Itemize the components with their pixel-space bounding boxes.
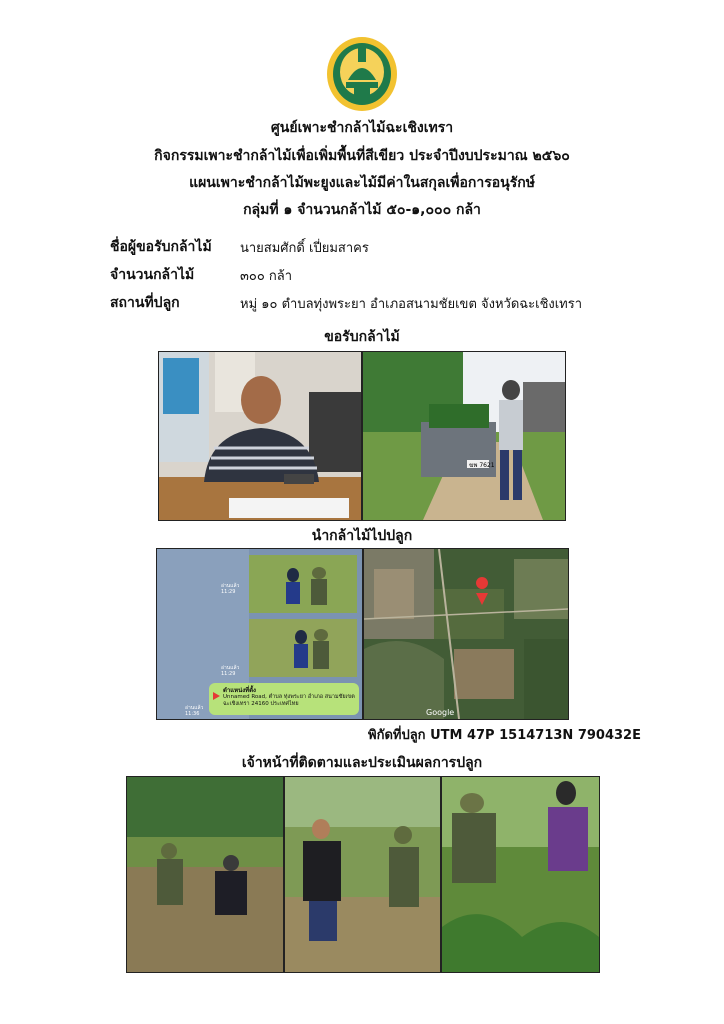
place-label: สถานที่ปลูก: [110, 295, 180, 311]
flag-icon: [213, 692, 220, 700]
chat-photo-1: [249, 555, 357, 613]
chat-time-3: อ่านแล้ว 11:36: [185, 705, 204, 717]
location-bubble[interactable]: [209, 683, 359, 715]
receive-caption: ขอรับกล้าไม้: [324, 329, 400, 345]
activity-line: กิจกรรมเพาะชำกล้าไม้เพื่อเพิ่มพื้นที่สีเขียว ประจำปีงบประมาณ ๒๕๖๐: [154, 148, 570, 164]
location-text: Unnamed Road, ตำบล ทุ่งพระยา อำเภอ สนามชัยเขต ฉะเชิงเทรา 24160 ประเทศไทย: [223, 694, 355, 707]
truck-plate: ฆพ 7621: [469, 462, 495, 469]
requester-label: ชื่อผู้ขอรับกล้าไม้: [110, 239, 212, 255]
photo-monitor-1: [126, 776, 284, 973]
bring-caption: นำกล้าไม้ไปปลูก: [311, 528, 413, 544]
department-logo: [326, 36, 398, 112]
place-value: หมู่ ๑๐ ตำบลทุ่งพระยา อำเภอสนามชัยเขต จังหวัดฉะเชิงเทรา: [240, 297, 583, 312]
amount-label: จำนวนกล้าไม้: [110, 267, 195, 283]
photo-truck-seedlings: [362, 351, 566, 521]
group-line: กลุ่มที่ ๑ จำนวนกล้าไม้ ๕๐-๑,๐๐๐ กล้า: [243, 202, 481, 218]
coordinates: พิกัดที่ปลูก UTM 47P 1514713N 790432E: [368, 728, 641, 743]
requester-value: นายสมศักดิ์ เปี่ยมสาคร: [240, 241, 369, 256]
google-watermark: Google: [426, 708, 455, 717]
location-title: ตำแหน่งที่ตั้ง: [223, 687, 256, 694]
document-title: ศูนย์เพาะชำกล้าไม้ฉะเชิงเทรา: [270, 120, 454, 136]
plan-line: แผนเพาะชำกล้าไม้พะยูงและไม้มีค่าในสกุลเพื่อการอนุรักษ์: [189, 175, 535, 191]
photo-monitor-2: [284, 776, 441, 973]
photo-monitor-3: [441, 776, 600, 973]
photo-receiving-desk: [158, 351, 362, 521]
amount-value: ๓๐๐ กล้า: [240, 269, 293, 284]
satellite-map: [363, 548, 569, 720]
chat-time-1: อ่านแล้ว 11:29: [221, 583, 240, 595]
chat-time-2: อ่านแล้ว 11:29: [221, 665, 240, 677]
chat-photo-2: [249, 619, 357, 677]
chat-screenshot: [156, 548, 363, 720]
monitor-caption: เจ้าหน้าที่ติดตามและประเมินผลการปลูก: [241, 755, 483, 771]
